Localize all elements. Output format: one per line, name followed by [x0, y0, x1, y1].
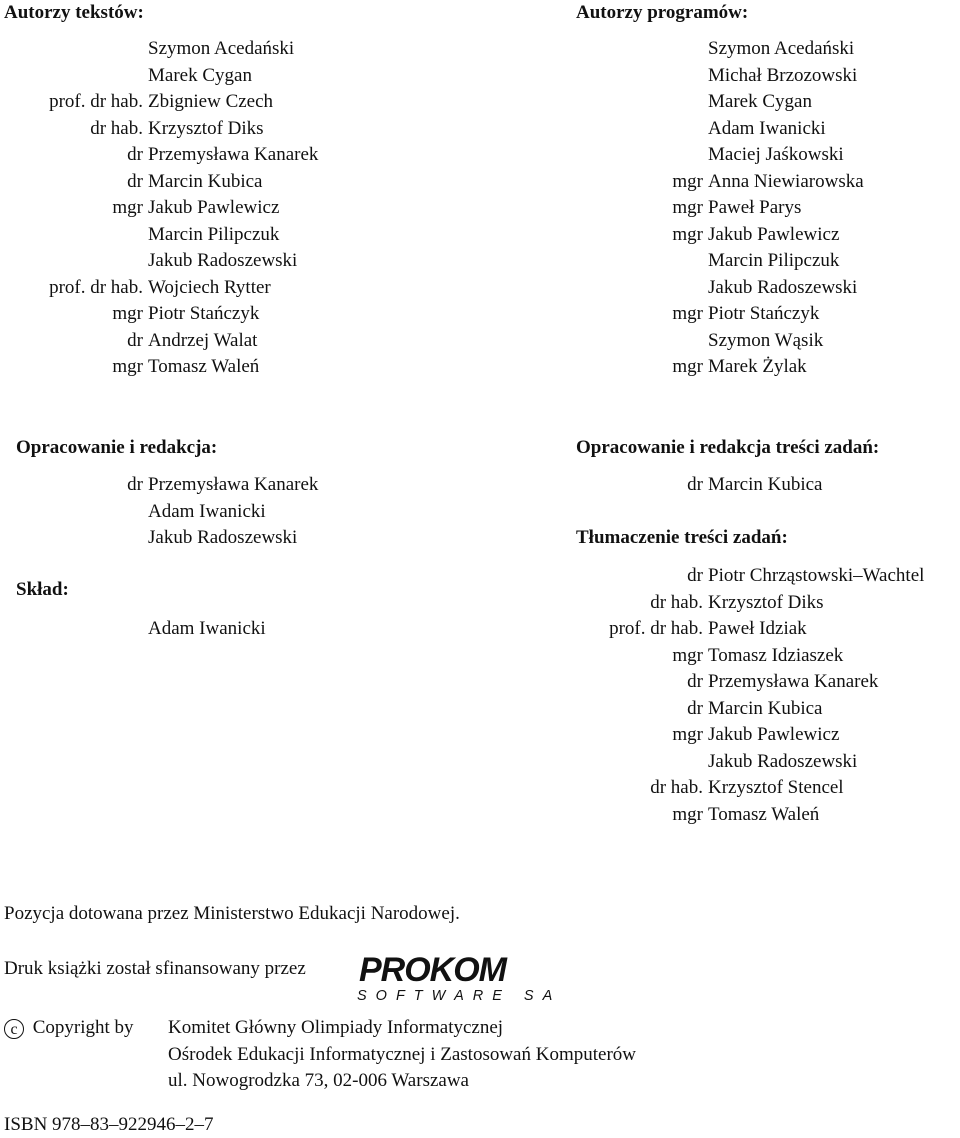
person-name: Piotr Chrząstowski–Wachtel: [708, 565, 925, 586]
person-name: Adam Iwanicki: [708, 117, 826, 139]
copyright-line: [4, 1017, 134, 1039]
name-row: [0, 749, 960, 776]
academic-title: dr: [687, 474, 703, 495]
academic-title: dr hab.: [650, 591, 703, 613]
name-row: [0, 472, 960, 499]
name-row: [0, 275, 960, 302]
academic-title: mgr: [672, 644, 703, 666]
name-row: [0, 89, 960, 116]
academic-title: mgr: [672, 197, 703, 218]
person-name: Przemysława Kanarek: [148, 474, 319, 495]
academic-title: prof. dr hab.: [609, 618, 703, 639]
academic-title: mgr: [672, 223, 703, 245]
name-row: [0, 525, 960, 552]
person-name: Marek Cygan: [148, 64, 252, 86]
copyright-label: Copyright by: [32, 1017, 134, 1038]
person-name: Krzysztof Diks: [148, 117, 264, 139]
person-name: Krzysztof Diks: [708, 591, 824, 613]
person-name: Tomasz Waleń: [708, 803, 820, 825]
person-name: Adam Iwanicki: [148, 500, 266, 522]
academic-title: dr: [687, 565, 703, 586]
person-name: Piotr Stańczyk: [148, 303, 260, 324]
academic-title: dr: [127, 329, 143, 351]
person-name: Jakub Radoszewski: [148, 250, 298, 271]
person-name: Marek Żylak: [708, 356, 807, 377]
person-name: Marcin Pilipczuk: [148, 223, 280, 245]
name-row: [0, 354, 960, 381]
name-row: [0, 802, 960, 829]
name-row: [0, 248, 960, 275]
copyright-holder-line: ul. Nowogrodzka 73, 02-006 Warszawa: [168, 1070, 469, 1091]
person-name: Jakub Radoszewski: [708, 750, 858, 772]
editing-heading: Opracowanie i redakcja:: [16, 437, 218, 458]
authors-programs-heading: Autorzy programów:: [576, 2, 749, 23]
name-row: [0, 775, 960, 802]
name-row: [0, 328, 960, 355]
academic-title: dr hab.: [90, 117, 143, 139]
academic-title: dr hab.: [650, 777, 703, 798]
translation-heading: Tłumaczenie treści zadań:: [576, 527, 788, 548]
prokom-logo: [355, 951, 562, 1005]
person-name: Przemysława Kanarek: [148, 144, 319, 165]
person-name: Jakub Radoszewski: [148, 527, 298, 548]
authors-texts-heading: Autorzy tekstów:: [4, 2, 144, 23]
academic-title: mgr: [672, 170, 703, 192]
copyright-holder: [168, 1015, 636, 1095]
name-row: [0, 616, 960, 643]
person-name: Andrzej Walat: [148, 329, 258, 351]
person-name: Szymon Acedański: [148, 38, 295, 59]
person-name: Przemysława Kanarek: [708, 671, 879, 692]
academic-title: prof. dr hab.: [49, 276, 143, 298]
academic-title: mgr: [112, 303, 143, 324]
academic-title: dr: [687, 697, 703, 719]
copyright-holder-line: Ośrodek Edukacji Informatycznej i Zastosowań Komputerów: [168, 1043, 637, 1065]
copyright-holder-line: Komitet Główny Olimpiady Informatycznej: [168, 1017, 504, 1038]
name-row: [0, 301, 960, 328]
person-name: Tomasz Waleń: [148, 356, 260, 377]
person-name: Maciej Jaśkowski: [708, 144, 844, 165]
translation-list: [0, 563, 960, 828]
task-editing-list: [0, 472, 960, 499]
person-name: Szymon Acedański: [708, 38, 855, 59]
copyright-symbol-icon: c: [4, 1019, 24, 1039]
academic-title: dr: [687, 671, 703, 692]
name-row: [0, 563, 960, 590]
print-funding-note: Druk książki został sfinansowany przez: [4, 958, 306, 979]
person-name: Tomasz Idziaszek: [708, 644, 844, 666]
person-name: Paweł Parys: [708, 197, 802, 218]
name-row: [0, 195, 960, 222]
person-name: Marcin Kubica: [708, 697, 823, 719]
academic-title: dr: [127, 474, 143, 495]
person-name: Marcin Kubica: [708, 474, 823, 495]
task-editing-heading: Opracowanie i redakcja treści zadań:: [576, 437, 880, 458]
person-name: Wojciech Rytter: [148, 276, 271, 298]
person-name: Jakub Pawlewicz: [708, 724, 840, 745]
name-row: [0, 222, 960, 249]
funding-note: Pozycja dotowana przez Ministerstwo Edukacji Narodowej.: [4, 903, 460, 924]
name-row: [0, 722, 960, 749]
academic-title: dr: [127, 144, 143, 165]
name-row: [0, 116, 960, 143]
person-name: Jakub Pawlewicz: [708, 223, 840, 245]
person-name: Jakub Pawlewicz: [148, 197, 280, 218]
name-row: [0, 63, 960, 90]
academic-title: mgr: [672, 803, 703, 825]
name-row: [0, 499, 960, 526]
name-row: [0, 696, 960, 723]
academic-title: mgr: [112, 197, 143, 218]
academic-title: mgr: [672, 356, 703, 377]
academic-title: prof. dr hab.: [49, 91, 143, 112]
person-name: Szymon Wąsik: [708, 329, 824, 351]
person-name: Zbigniew Czech: [148, 91, 274, 112]
academic-title: mgr: [672, 303, 703, 324]
isbn: ISBN 978–83–922946–2–7: [4, 1114, 214, 1135]
academic-title: mgr: [112, 356, 143, 377]
name-row: [0, 669, 960, 696]
person-name: Michał Brzozowski: [708, 64, 858, 86]
name-row: [0, 590, 960, 617]
prokom-logo-subtitle: SOFTWARE SA: [357, 988, 562, 1004]
name-row: [0, 142, 960, 169]
person-name: Marcin Kubica: [148, 170, 263, 192]
person-name: Paweł Idziak: [708, 618, 807, 639]
person-name: Marek Cygan: [708, 91, 812, 112]
typesetting-name: Adam Iwanicki: [148, 618, 266, 639]
authors-programs-list: [0, 36, 960, 381]
typesetting-heading: Skład:: [16, 579, 69, 600]
prokom-logo-word: PROKOM: [359, 951, 506, 989]
name-row: [0, 36, 960, 63]
name-row: [0, 169, 960, 196]
person-name: Anna Niewiarowska: [708, 170, 864, 192]
person-name: Krzysztof Stencel: [708, 777, 844, 798]
person-name: Marcin Pilipczuk: [708, 250, 840, 271]
name-row: [0, 643, 960, 670]
academic-title: dr: [127, 170, 143, 192]
person-name: Jakub Radoszewski: [708, 276, 858, 298]
person-name: Piotr Stańczyk: [708, 303, 820, 324]
academic-title: mgr: [672, 724, 703, 745]
